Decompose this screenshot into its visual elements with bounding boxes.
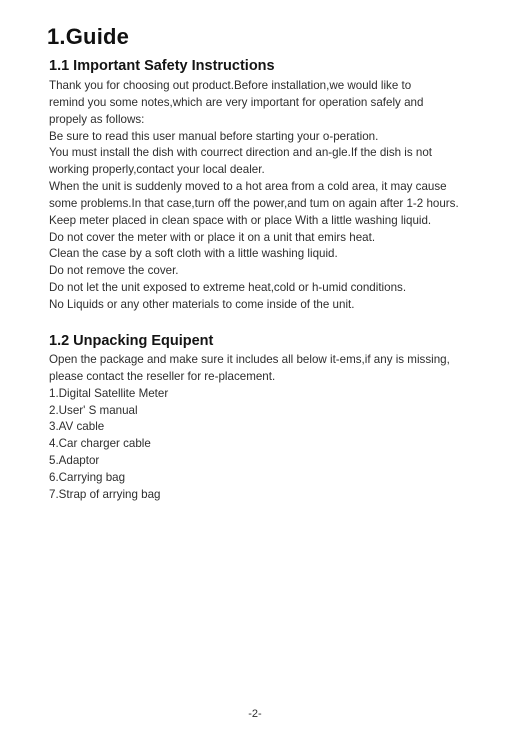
text-line: propely as follows:: [49, 112, 145, 126]
page-number: -2-: [248, 708, 262, 720]
text-line: some problems.In that case,turn off the power,and tum on again after 1-2 hours.: [49, 196, 459, 210]
section-heading-safety: 1.1 Important Safety Instructions: [49, 58, 275, 74]
text-line: Do not cover the meter with or place it on a unit that emirs heat.: [49, 230, 376, 244]
text-line: working properly,contact your local dealer.: [49, 163, 265, 177]
section-heading-unpacking: 1.2 Unpacking Equipent: [49, 333, 214, 349]
text-line: No Liquids or any other materials to come inside of the unit.: [49, 297, 355, 311]
page-title: 1.Guide: [47, 24, 130, 49]
list-item: 4.Car charger cable: [49, 437, 151, 451]
text-line: When the unit is suddenly moved to a hot area from a cold area, it may cause: [49, 180, 447, 194]
text-line: remind you some notes,which are very important for operation safely and: [49, 95, 424, 109]
text-line: Be sure to read this user manual before starting your o-peration.: [49, 129, 379, 143]
unpacking-list: [49, 352, 450, 504]
list-item: 1.Digital Satellite Meter: [49, 386, 169, 400]
text-line: Keep meter placed in clean space with or place With a little washing liquid.: [49, 213, 432, 227]
text-line: Do not let the unit exposed to extreme heat,cold or h-umid conditions.: [49, 281, 407, 295]
text-line: Thank you for choosing out product.Before installation,we would like to: [49, 79, 412, 92]
text-line: Clean the case by a soft cloth with a little washing liquid.: [49, 247, 338, 261]
safety-instructions-text: [49, 78, 459, 314]
text-line: please contact the reseller for re-placement.: [49, 369, 276, 383]
text-line: Do not remove the cover.: [49, 264, 179, 278]
text-line: Open the package and make sure it includes all below it-ems,if any is missing,: [49, 353, 450, 366]
text-line: You must install the dish with courrect direction and an-gle.If the dish is not: [49, 146, 433, 160]
list-item: 7.Strap of arrying bag: [49, 487, 161, 501]
list-item: 3.AV cable: [49, 420, 105, 434]
list-item: 2.User' S manual: [49, 403, 138, 417]
list-item: 6.Carrying bag: [49, 470, 126, 484]
list-item: 5.Adaptor: [49, 454, 100, 468]
